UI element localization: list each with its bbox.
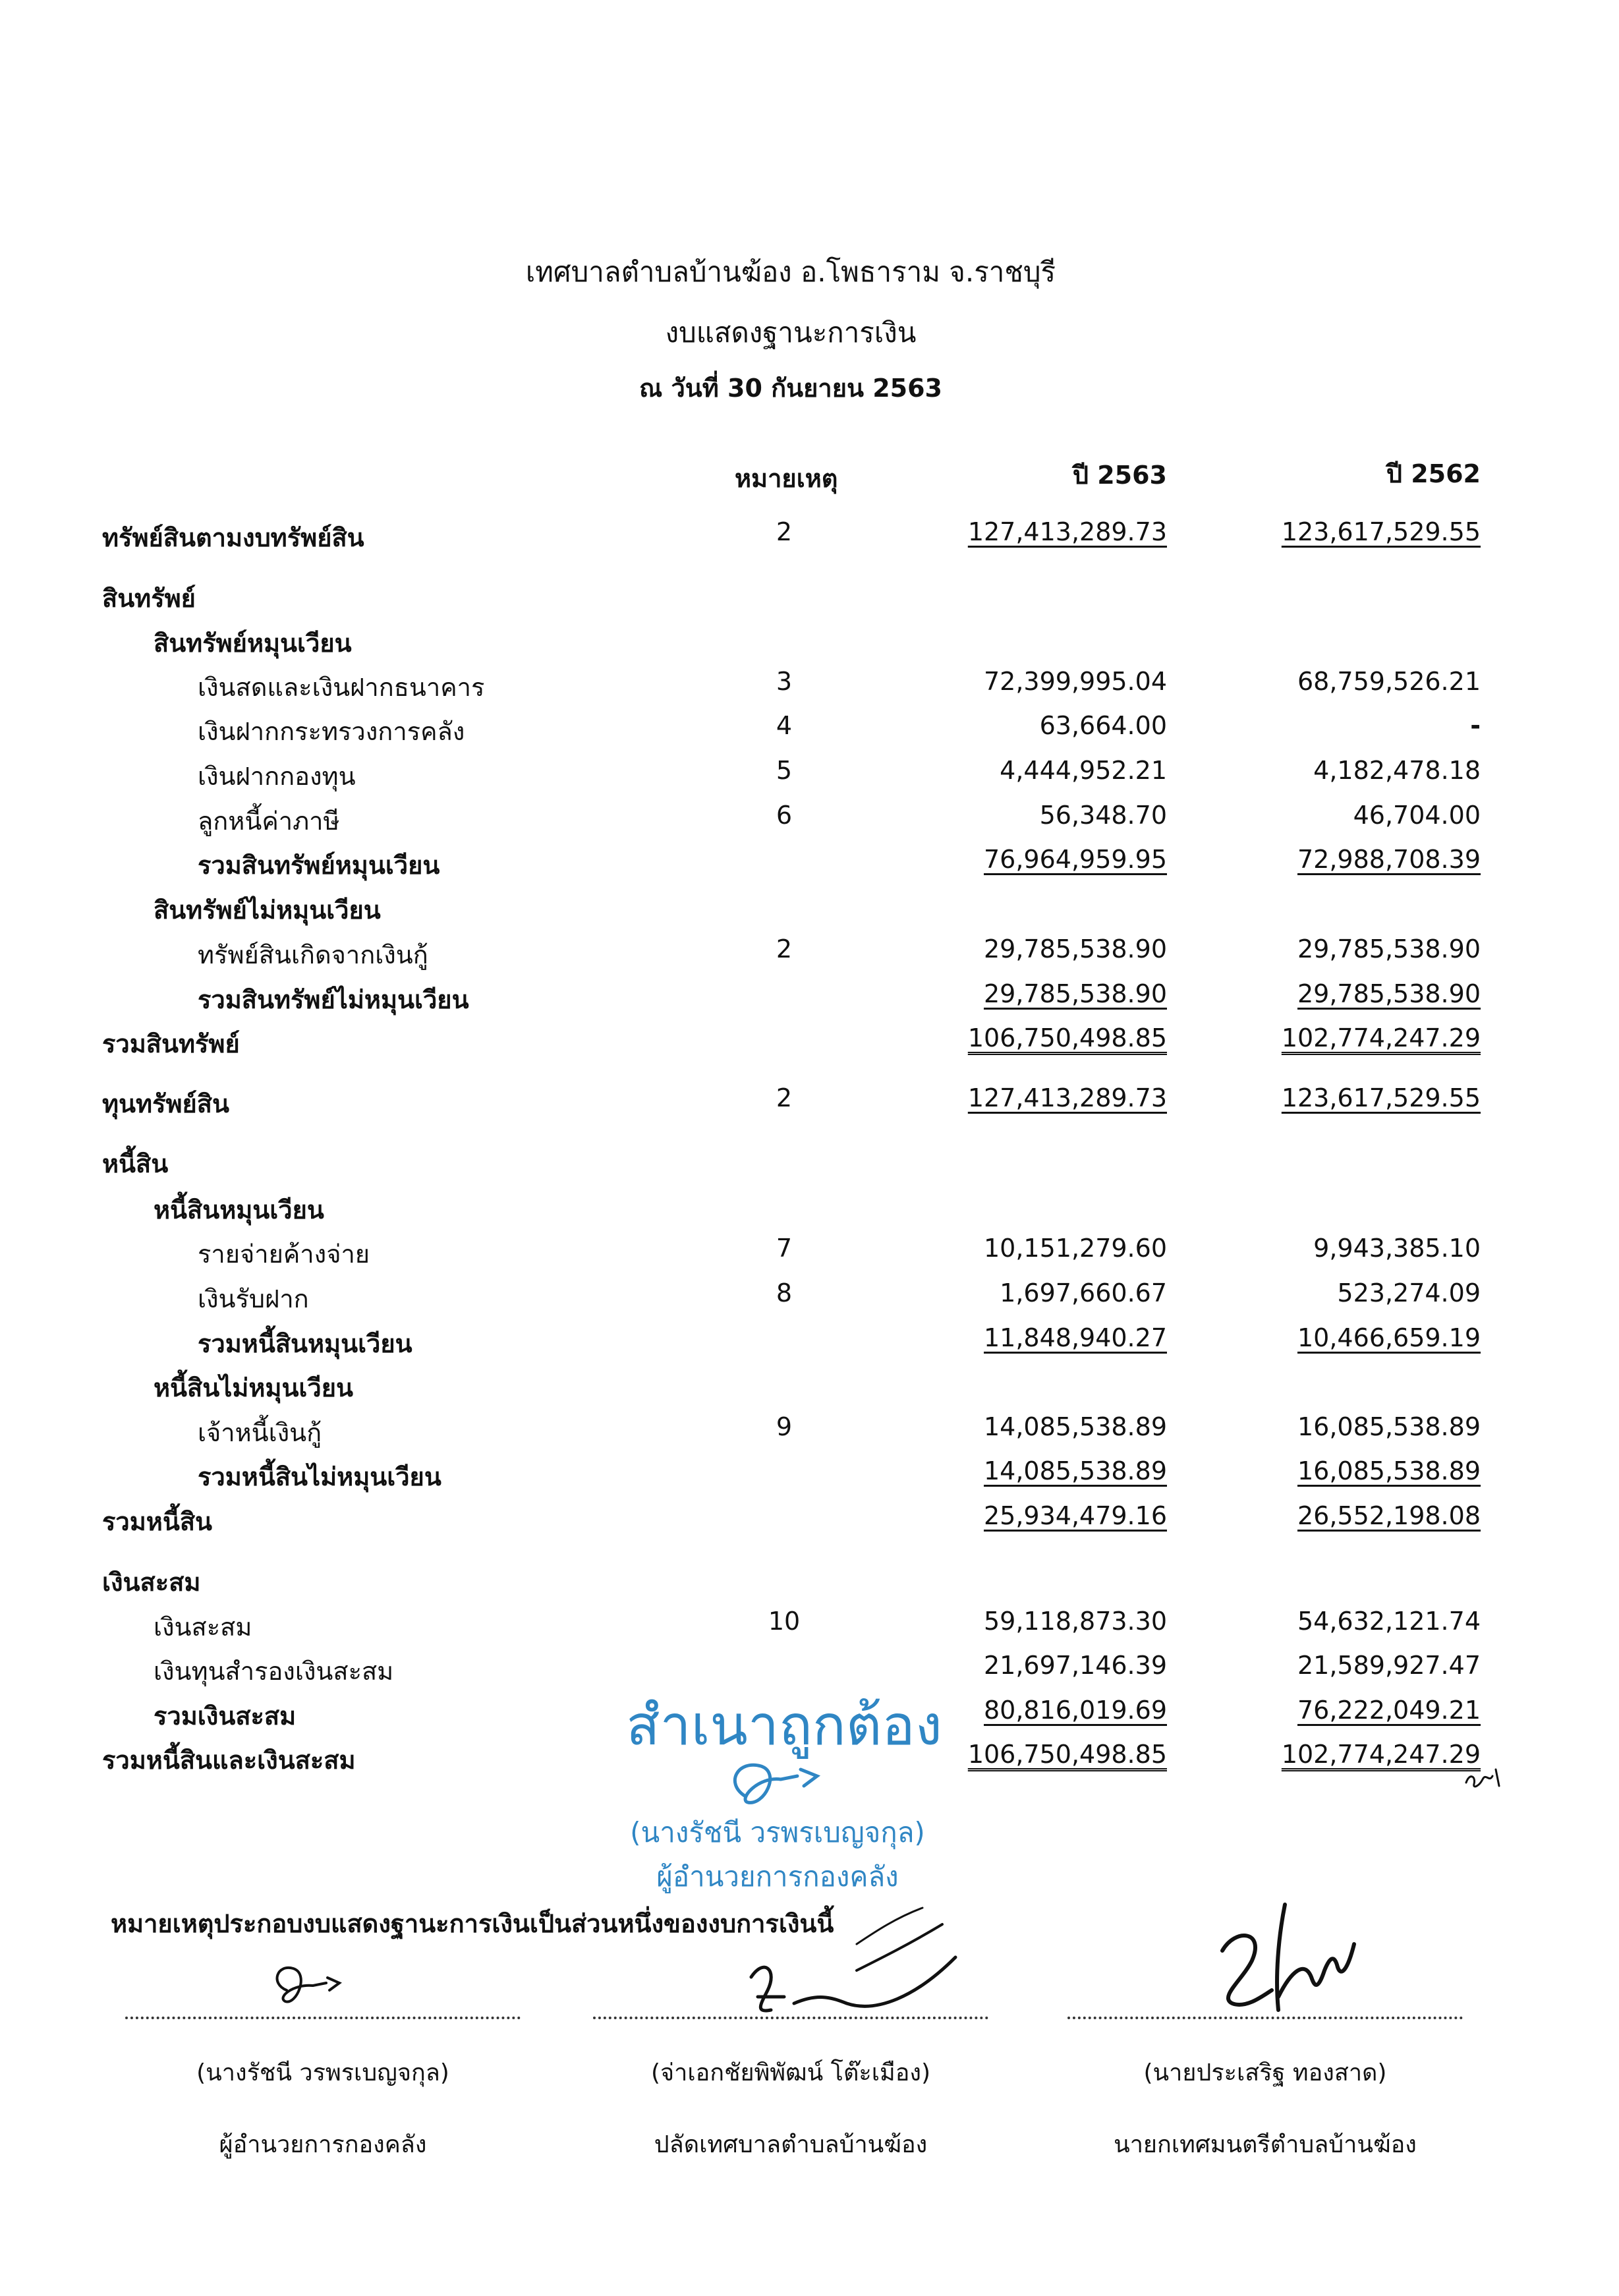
row-note: 3 <box>776 667 793 696</box>
signatory-position: ผู้อำนวยการกองคลัง <box>219 2131 427 2158</box>
row-label: รวมหนี้สินหมุนเวียน <box>198 1329 412 1358</box>
row-label: ทรัพย์สินเกิดจากเงินกู้ <box>198 940 428 969</box>
row-value-2563: 14,085,538.89 <box>983 1456 1167 1485</box>
row-note: 4 <box>776 711 793 740</box>
stamp-signer-position: ผู้อำนวยการกองคลัง <box>656 1860 899 1893</box>
column-header-note: หมายเหตุ <box>735 464 838 493</box>
row-label: ทุนทรัพย์สิน <box>102 1089 229 1118</box>
statement-title: งบแสดงฐานะการเงิน <box>665 316 917 349</box>
row-value-2562: 29,785,538.90 <box>1297 934 1481 963</box>
row-value-2563: 1,697,660.67 <box>1000 1278 1167 1307</box>
row-label: รวมหนี้สิน <box>102 1507 212 1536</box>
row-label: ทรัพย์สินตามงบทรัพย์สิน <box>102 523 364 552</box>
row-label: เงินสดและเงินฝากธนาคาร <box>198 673 485 702</box>
row-label: ลูกหนี้ค่าภาษี <box>198 807 340 836</box>
row-value-2563: 80,816,019.69 <box>983 1696 1167 1725</box>
row-value-2562: 29,785,538.90 <box>1297 979 1481 1008</box>
table-row <box>0 1367 1619 1410</box>
signature-line <box>125 2017 521 2019</box>
row-value-2562: 16,085,538.89 <box>1297 1412 1481 1441</box>
row-value-2562: 4,182,478.18 <box>1313 756 1481 785</box>
row-label: เงินสะสม <box>154 1613 252 1642</box>
row-value-2562: 26,552,198.08 <box>1297 1501 1481 1530</box>
row-value-2562: 523,274.09 <box>1337 1278 1481 1307</box>
row-label: เงินสะสม <box>102 1568 201 1597</box>
table-row <box>0 1323 1619 1365</box>
row-label: สินทรัพย์ <box>102 584 196 613</box>
table-row <box>0 1412 1619 1454</box>
row-note: 5 <box>776 756 793 785</box>
table-row <box>0 1562 1619 1604</box>
row-note: 2 <box>776 934 793 963</box>
row-value-2563: 127,413,289.73 <box>967 517 1167 546</box>
row-label: สินทรัพย์ไม่หมุนเวียน <box>154 896 381 925</box>
table-row <box>0 1190 1619 1232</box>
row-value-2563: 10,151,279.60 <box>983 1234 1167 1263</box>
row-value-2563: 25,934,479.16 <box>983 1501 1167 1530</box>
table-row <box>0 756 1619 798</box>
signature-3-icon <box>1206 1898 1377 2023</box>
row-note: 2 <box>776 1083 793 1112</box>
row-label: หนี้สินไม่หมุนเวียน <box>154 1373 353 1402</box>
table-row <box>0 890 1619 932</box>
row-value-2562: 76,222,049.21 <box>1297 1696 1481 1725</box>
signatory-name: (นางรัชนี วรพรเบญจกุล) <box>196 2059 449 2086</box>
row-label: หนี้สินหมุนเวียน <box>154 1195 324 1224</box>
row-value-2563: 76,964,959.95 <box>983 845 1167 874</box>
table-row <box>0 711 1619 753</box>
signature-2-icon <box>731 1898 975 2023</box>
row-value-2563: 59,118,873.30 <box>983 1607 1167 1636</box>
row-label: รวมสินทรัพย์ไม่หมุนเวียน <box>198 985 469 1014</box>
table-row <box>0 1501 1619 1543</box>
row-value-2562: 102,774,247.29 <box>1281 1740 1481 1769</box>
row-value-2562: 16,085,538.89 <box>1297 1456 1481 1485</box>
table-row <box>0 934 1619 977</box>
row-label: รวมเงินสะสม <box>154 1702 297 1731</box>
signatory-name: (จ่าเอกชัยพิพัฒน์ โต๊ะเมือง) <box>651 2059 930 2086</box>
row-note: 7 <box>776 1234 793 1263</box>
row-value-2563: 14,085,538.89 <box>983 1412 1167 1441</box>
row-value-2563: 106,750,498.85 <box>967 1023 1167 1052</box>
row-label: รายจ่ายค้างจ่าย <box>198 1240 370 1269</box>
table-row <box>0 1456 1619 1499</box>
table-row <box>0 979 1619 1021</box>
row-note: 2 <box>776 517 793 546</box>
row-value-2563: 63,664.00 <box>1039 711 1167 740</box>
row-value-2563: 56,348.70 <box>1039 801 1167 830</box>
row-value-2562: 72,988,708.39 <box>1297 845 1481 874</box>
table-row <box>0 667 1619 709</box>
row-value-2563: 127,413,289.73 <box>967 1083 1167 1112</box>
row-value-2562: 21,589,927.47 <box>1297 1651 1481 1680</box>
row-value-2562: 9,943,385.10 <box>1313 1234 1481 1263</box>
row-label: หนี้สิน <box>102 1149 169 1178</box>
row-label: รวมหนี้สินไม่หมุนเวียน <box>198 1462 441 1491</box>
row-value-2563: 11,848,940.27 <box>983 1323 1167 1352</box>
row-value-2562: - <box>1470 711 1481 740</box>
column-header-2562: ปี 2562 <box>1386 459 1481 488</box>
signature-line <box>593 2017 988 2019</box>
table-row <box>0 578 1619 620</box>
row-label: รวมสินทรัพย์ <box>102 1029 240 1058</box>
signatory-block-3 <box>1061 2017 1469 2163</box>
statement-date: ณ วันที่ 30 กันยายน 2563 <box>639 374 942 403</box>
row-note: 6 <box>776 801 793 830</box>
signature-1-icon <box>260 1954 353 2020</box>
table-row <box>0 517 1619 560</box>
signatory-position: นายกเทศมนตรีตำบลบ้านฆ้อง <box>1114 2131 1417 2158</box>
row-value-2562: 68,759,526.21 <box>1297 667 1481 696</box>
row-note: 9 <box>776 1412 793 1441</box>
row-value-2563: 29,785,538.90 <box>983 979 1167 1008</box>
row-label: เงินฝากกองทุน <box>198 762 356 791</box>
row-label: สินทรัพย์หมุนเวียน <box>154 629 352 658</box>
stamp-signer-name: (นางรัชนี วรพรเบญจกุล) <box>630 1816 925 1849</box>
row-note: 10 <box>768 1607 801 1636</box>
signature-line <box>1067 2017 1463 2019</box>
table-row <box>0 845 1619 887</box>
signatory-position: ปลัดเทศบาลตำบลบ้านฆ้อง <box>654 2131 928 2158</box>
row-value-2563: 106,750,498.85 <box>967 1740 1167 1769</box>
row-label: เงินฝากกระทรวงการคลัง <box>198 717 465 746</box>
row-note: 8 <box>776 1278 793 1307</box>
row-value-2562: 10,466,659.19 <box>1297 1323 1481 1352</box>
column-header-2563: ปี 2563 <box>1072 461 1167 490</box>
row-label: รวมสินทรัพย์หมุนเวียน <box>198 851 440 880</box>
footnote: หมายเหตุประกอบงบแสดงฐานะการเงินเป็นส่วนหนึ่งของงบการเงินนี้ <box>111 1909 834 1938</box>
row-value-2562: 54,632,121.74 <box>1297 1607 1481 1636</box>
row-label: เงินทุนสำรองเงินสะสม <box>154 1657 394 1686</box>
row-value-2562: 123,617,529.55 <box>1281 517 1481 546</box>
row-value-2562: 123,617,529.55 <box>1281 1083 1481 1112</box>
row-value-2563: 21,697,146.39 <box>983 1651 1167 1680</box>
signatory-name: (นายประเสริฐ ทองสาด) <box>1143 2059 1387 2086</box>
table-row <box>0 1607 1619 1649</box>
org-title: เทศบาลตำบลบ้านฆ้อง อ.โพธาราม จ.ราชบุรี <box>525 256 1056 288</box>
row-label: เจ้าหนี้เงินกู้ <box>198 1418 322 1447</box>
row-value-2562: 102,774,247.29 <box>1281 1023 1481 1052</box>
table-row <box>0 1023 1619 1066</box>
row-value-2563: 4,444,952.21 <box>1000 756 1167 785</box>
row-label: เงินรับฝาก <box>198 1284 309 1313</box>
initials-mark-icon <box>1460 1756 1512 1796</box>
table-row <box>0 1234 1619 1276</box>
row-label: รวมหนี้สินและเงินสะสม <box>102 1746 356 1775</box>
row-value-2563: 72,399,995.04 <box>983 667 1167 696</box>
row-value-2562: 46,704.00 <box>1353 801 1481 830</box>
signatory-block-2 <box>586 2017 995 2163</box>
table-row <box>0 1143 1619 1186</box>
table-row <box>0 801 1619 843</box>
signatory-block-1 <box>119 2017 527 2163</box>
certified-copy-stamp: สำเนาถูกต้อง <box>626 1693 942 1758</box>
table-row <box>0 1278 1619 1321</box>
table-row <box>0 623 1619 665</box>
row-value-2563: 29,785,538.90 <box>983 934 1167 963</box>
table-row <box>0 1083 1619 1126</box>
